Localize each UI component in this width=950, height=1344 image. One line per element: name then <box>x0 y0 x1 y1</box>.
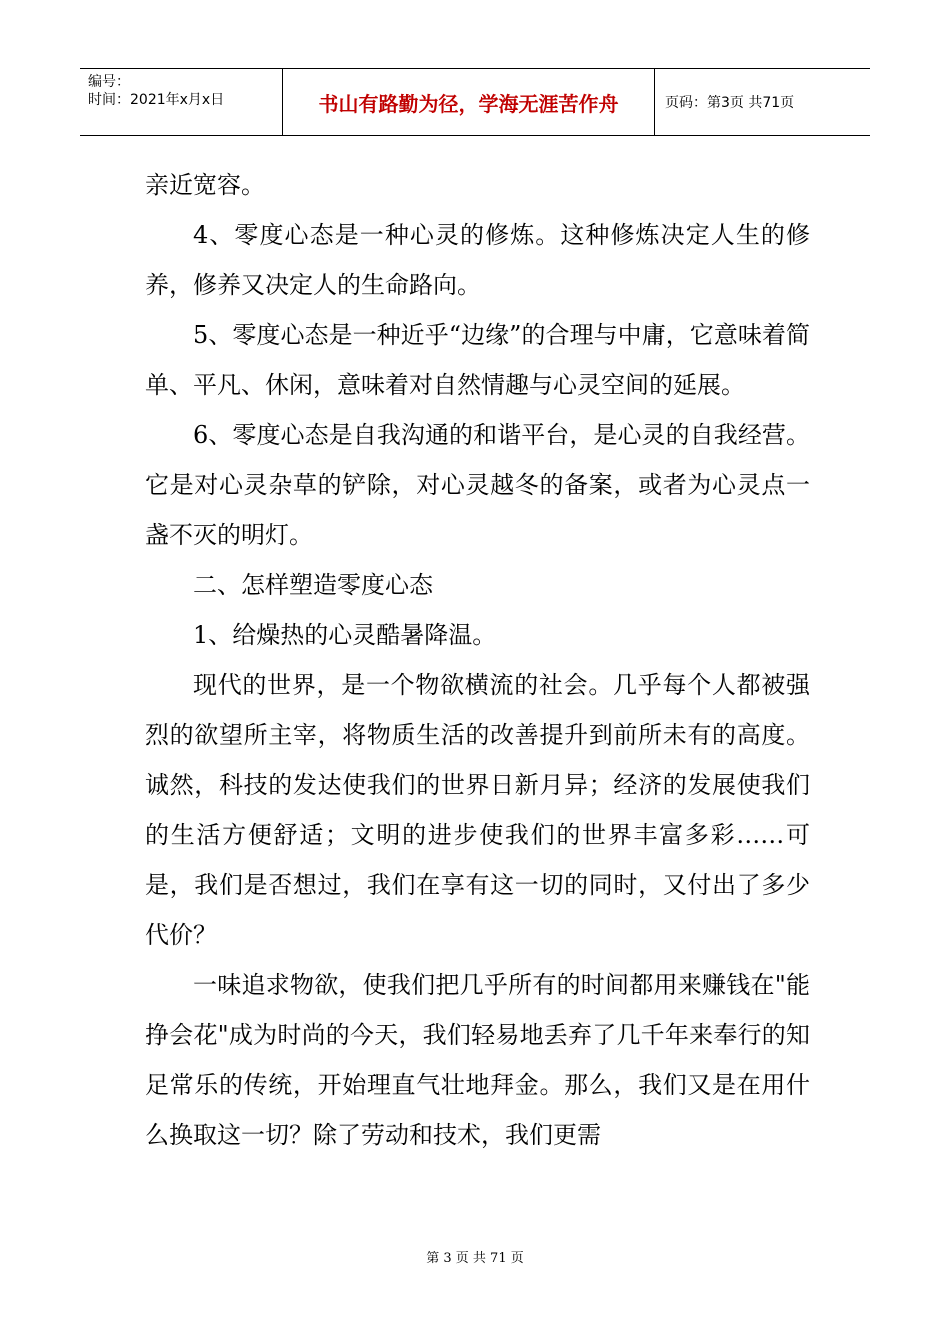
paragraph: 一味追求物欲，使我们把几乎所有的时间都用来赚钱在"能挣会花"成为时尚的今天，我们轻易地丢弃了几千年来奉行的知足常乐的传统，开始理直气壮地拜金。那么，我们又是在用什么换取这一切？除了劳动和技术，我们更需 <box>145 971 810 1149</box>
paragraph: 亲近宽容。 <box>145 171 265 199</box>
header-page-info: 页码：第3页 共71页 <box>665 95 795 111</box>
paragraph: 4、零度心态是一种心灵的修炼。这种修炼决定人生的修养，修养又决定人的生命路向。 <box>145 221 810 299</box>
document-date-label: 时间：2021年x月x日 <box>88 92 225 108</box>
page-footer: 第 3 页 共 71 页 <box>426 1251 524 1266</box>
section-heading: 二、怎样塑造零度心态 <box>193 571 433 599</box>
paragraph: 5、零度心态是一种近乎“边缘”的合理与中庸，它意味着简单、平凡、休闲，意味着对自然情趣与心灵空间的延展。 <box>145 321 810 399</box>
header-meta <box>80 69 283 135</box>
paragraph: 6、零度心态是自我沟通的和谐平台，是心灵的自我经营。它是对心灵杂草的铲除，对心灵越冬的备案，或者为心灵点一盏不灭的明灯。 <box>145 421 810 549</box>
document-body <box>145 160 810 1160</box>
header-slogan: 书山有路勤为径，学海无涯苦作舟 <box>283 69 655 135</box>
document-number-label: 编号： <box>88 74 130 90</box>
paragraph: 现代的世界，是一个物欲横流的社会。几乎每个人都被强烈的欲望所主宰，将物质生活的改善提升到前所未有的高度。诚然，科技的发达使我们的世界日新月异；经济的发展使我们的生活方便舒适；文明的进步使我们的世界丰富多彩……可是，我们是否想过，我们在享有这一切的同时，又付出了多少代价？ <box>145 671 810 949</box>
subsection-heading: 1、给燥热的心灵酷暑降温。 <box>193 621 497 649</box>
page-header <box>80 68 870 136</box>
